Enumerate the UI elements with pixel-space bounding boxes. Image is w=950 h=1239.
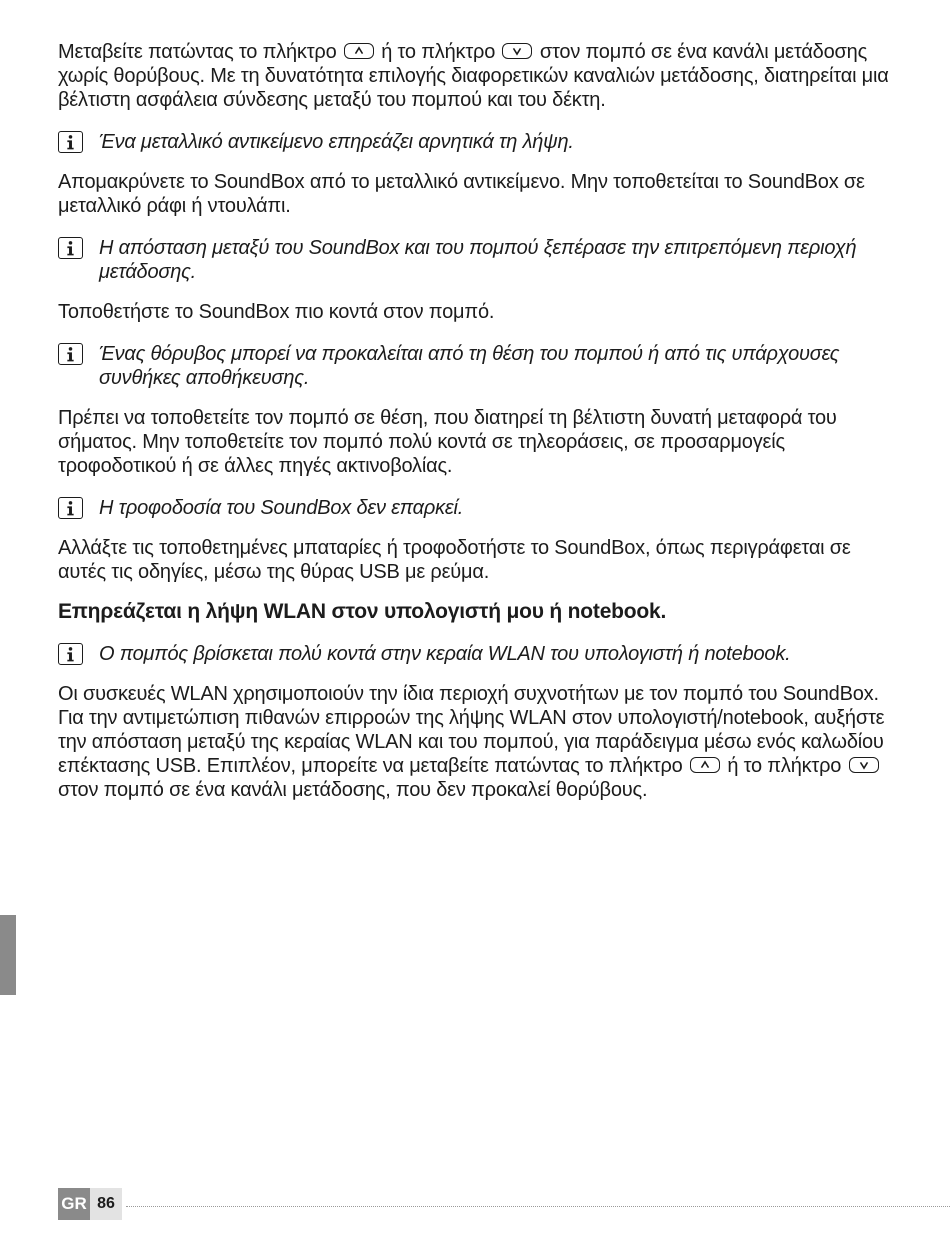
note-power [58, 496, 903, 520]
paragraph-remove-metal: Απομακρύνετε το SoundBox από το μεταλλικό αντικείμενο. Μην τοποθετείται το SoundBox σε μεταλλικό ράφι ή ντουλάπι. [58, 171, 865, 217]
note-text: Ένας θόρυβος μπορεί να προκαλείται από τη θέση του πομπού ή από τις υπάρχουσες συνθήκες αποθήκευσης. [99, 343, 840, 389]
info-icon [58, 131, 83, 153]
paragraph-channel-switch [58, 40, 903, 112]
footer-dotted-line [126, 1206, 950, 1207]
note-metal-object [58, 130, 903, 154]
side-section-tab [0, 915, 16, 995]
note-text: Ένα μεταλλικό αντικείμενο επηρεάζει αρνητικά τη λήψη. [99, 131, 574, 153]
paragraph-text: ή το πλήκτρο [381, 41, 496, 63]
paragraph-text: Μεταβείτε πατώντας το πλήκτρο [58, 41, 337, 63]
info-icon [58, 497, 83, 519]
paragraph-move-closer: Τοποθετήστε το SoundBox πιο κοντά στον πομπό. [58, 301, 495, 323]
chevron-up-key-icon [344, 43, 374, 59]
paragraph-batteries: Αλλάξτε τις τοποθετημένες μπαταρίες ή τροφοδοτήστε το SoundBox, όπως περιγράφεται σε αυτές τις οδηγίες, μέσω της θύρας USB με ρεύμα. [58, 537, 851, 583]
paragraph-text: στον πομπό σε ένα κανάλι μετάδοσης, που δεν προκαλεί θορύβους. [58, 779, 648, 801]
chevron-up-key-icon [690, 757, 720, 773]
paragraph-placement: Πρέπει να τοποθετείτε τον πομπό σε θέση, που διατηρεί τη βέλτιστη δυνατή μεταφορά του σήματος. Μην τοποθετείτε τον πομπό πολύ κοντά σε τηλεοράσεις, σε προσαρμογείς τροφοδοτικού ή σε άλλες πηγές ακτινοβολίας. [58, 407, 837, 477]
info-icon [58, 343, 83, 365]
chevron-down-key-icon [849, 757, 879, 773]
note-wlan [58, 642, 903, 666]
note-distance [58, 236, 903, 284]
note-text: Ο πομπός βρίσκεται πολύ κοντά στην κεραία WLAN του υπολογιστή ή notebook. [99, 643, 791, 665]
note-noise [58, 342, 903, 390]
paragraph-wlan-devices [58, 682, 903, 802]
info-icon [58, 237, 83, 259]
note-text: Η τροφοδοσία του SoundBox δεν επαρκεί. [99, 497, 464, 519]
chevron-down-key-icon [502, 43, 532, 59]
note-text: Η απόσταση μεταξύ του SoundBox και του πομπού ξεπέρασε την επιτρεπόμενη περιοχή μετάδοσης. [99, 237, 857, 283]
paragraph-text: στον πομπό σε ένα κανάλι μετάδοσης χωρίς θορύβους. Με τη δυνατότητα επιλογής διαφορετικών καναλιών μετάδοσης, διατηρείται μια βέλτιστη ασφάλεια σύνδεσης μεταξύ του πομπού και του δέκτη. [58, 41, 889, 111]
language-label: GR [58, 1188, 90, 1220]
paragraph-text: ή το πλήκτρο [727, 755, 842, 777]
page-number: 86 [90, 1188, 122, 1220]
paragraph-text: Οι συσκευές WLAN χρησιμοποιούν την ίδια περιοχή συχνοτήτων με τον πομπό του SoundBox. Για την αντιμετώπιση πιθανών επιρροών της λήψης WLAN στον υπολογιστή/notebook, αυξήστε την απόσταση μεταξύ της κεραίας WLAN και του πομπού, για παράδειγμα μέσω ενός καλωδίου επέκτασης USB. Επιπλέον, μπορείτε να μεταβείτε πατώντας το πλήκτρο [58, 683, 885, 777]
page-content [58, 40, 903, 820]
section-heading: Επηρεάζεται η λήψη WLAN στον υπολογιστή μου ή notebook. [58, 600, 667, 623]
page-footer [58, 1188, 950, 1220]
info-icon [58, 643, 83, 665]
